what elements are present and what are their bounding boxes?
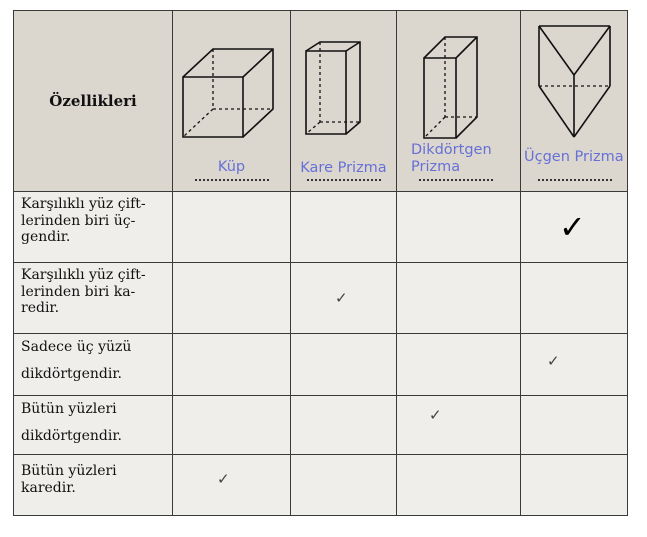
- shape-header-square-prism: [291, 11, 397, 192]
- shape-header-triangular-prism: [521, 11, 628, 192]
- table-row: [14, 455, 628, 516]
- answer-cell[interactable]: [521, 455, 628, 516]
- answer-cell[interactable]: [173, 334, 291, 396]
- answer-cell[interactable]: [521, 396, 628, 455]
- answer-cell[interactable]: [397, 396, 521, 455]
- property-text: Bütün yüzleri karedir.: [21, 463, 117, 496]
- table-row: [14, 334, 628, 396]
- shape-header-rectangular-prism: [397, 11, 521, 192]
- check-icon: ✓: [429, 406, 442, 424]
- property-cell: [14, 192, 173, 263]
- property-text: Sadece üç yüzü dikdörtgendir.: [21, 339, 132, 382]
- answer-line: [307, 179, 381, 181]
- answer-cell[interactable]: [173, 455, 291, 516]
- answer-cell[interactable]: [291, 192, 397, 263]
- answer-cell[interactable]: [291, 334, 397, 396]
- shape-label-triangular-prism: Üçgen Prizma: [524, 149, 624, 165]
- property-text: Bütün yüzleri dikdörtgendir.: [21, 401, 122, 444]
- answer-line: [419, 179, 493, 181]
- answer-cell[interactable]: [521, 334, 628, 396]
- shape-header-cube: [173, 11, 291, 192]
- answer-cell[interactable]: [173, 192, 291, 263]
- answer-cell[interactable]: [521, 192, 628, 263]
- property-cell: [14, 396, 173, 455]
- header-row: [14, 11, 628, 192]
- answer-cell[interactable]: [173, 263, 291, 334]
- properties-heading: Özellikleri: [14, 11, 173, 192]
- property-cell: [14, 263, 173, 334]
- properties-table: [13, 10, 628, 516]
- table-row: [14, 396, 628, 455]
- check-icon: ✓: [559, 208, 586, 246]
- shape-label-rectangular-prism: Dikdörtgen Prizma: [411, 142, 492, 175]
- answer-cell[interactable]: [397, 334, 521, 396]
- check-icon: ✓: [335, 289, 348, 307]
- table-row: [14, 192, 628, 263]
- answer-cell[interactable]: [397, 455, 521, 516]
- check-icon: ✓: [547, 352, 560, 370]
- table-row: [14, 263, 628, 334]
- property-cell: [14, 334, 173, 396]
- shape-label-cube: Küp: [217, 159, 246, 175]
- property-cell: [14, 455, 173, 516]
- answer-cell[interactable]: [521, 263, 628, 334]
- answer-cell[interactable]: [291, 263, 397, 334]
- answer-cell[interactable]: [291, 455, 397, 516]
- answer-line: [538, 179, 612, 181]
- property-text: Karşılıklı yüz çift- lerinden biri üç- gendir.: [21, 196, 146, 245]
- check-icon: ✓: [217, 470, 230, 488]
- shape-label-square-prism: Kare Prizma: [300, 160, 387, 176]
- answer-cell[interactable]: [173, 396, 291, 455]
- answer-cell[interactable]: [397, 263, 521, 334]
- answer-cell[interactable]: [397, 192, 521, 263]
- answer-line: [195, 179, 269, 181]
- property-text: Karşılıklı yüz çift- lerinden biri ka- redir.: [21, 267, 146, 316]
- answer-cell[interactable]: [291, 396, 397, 455]
